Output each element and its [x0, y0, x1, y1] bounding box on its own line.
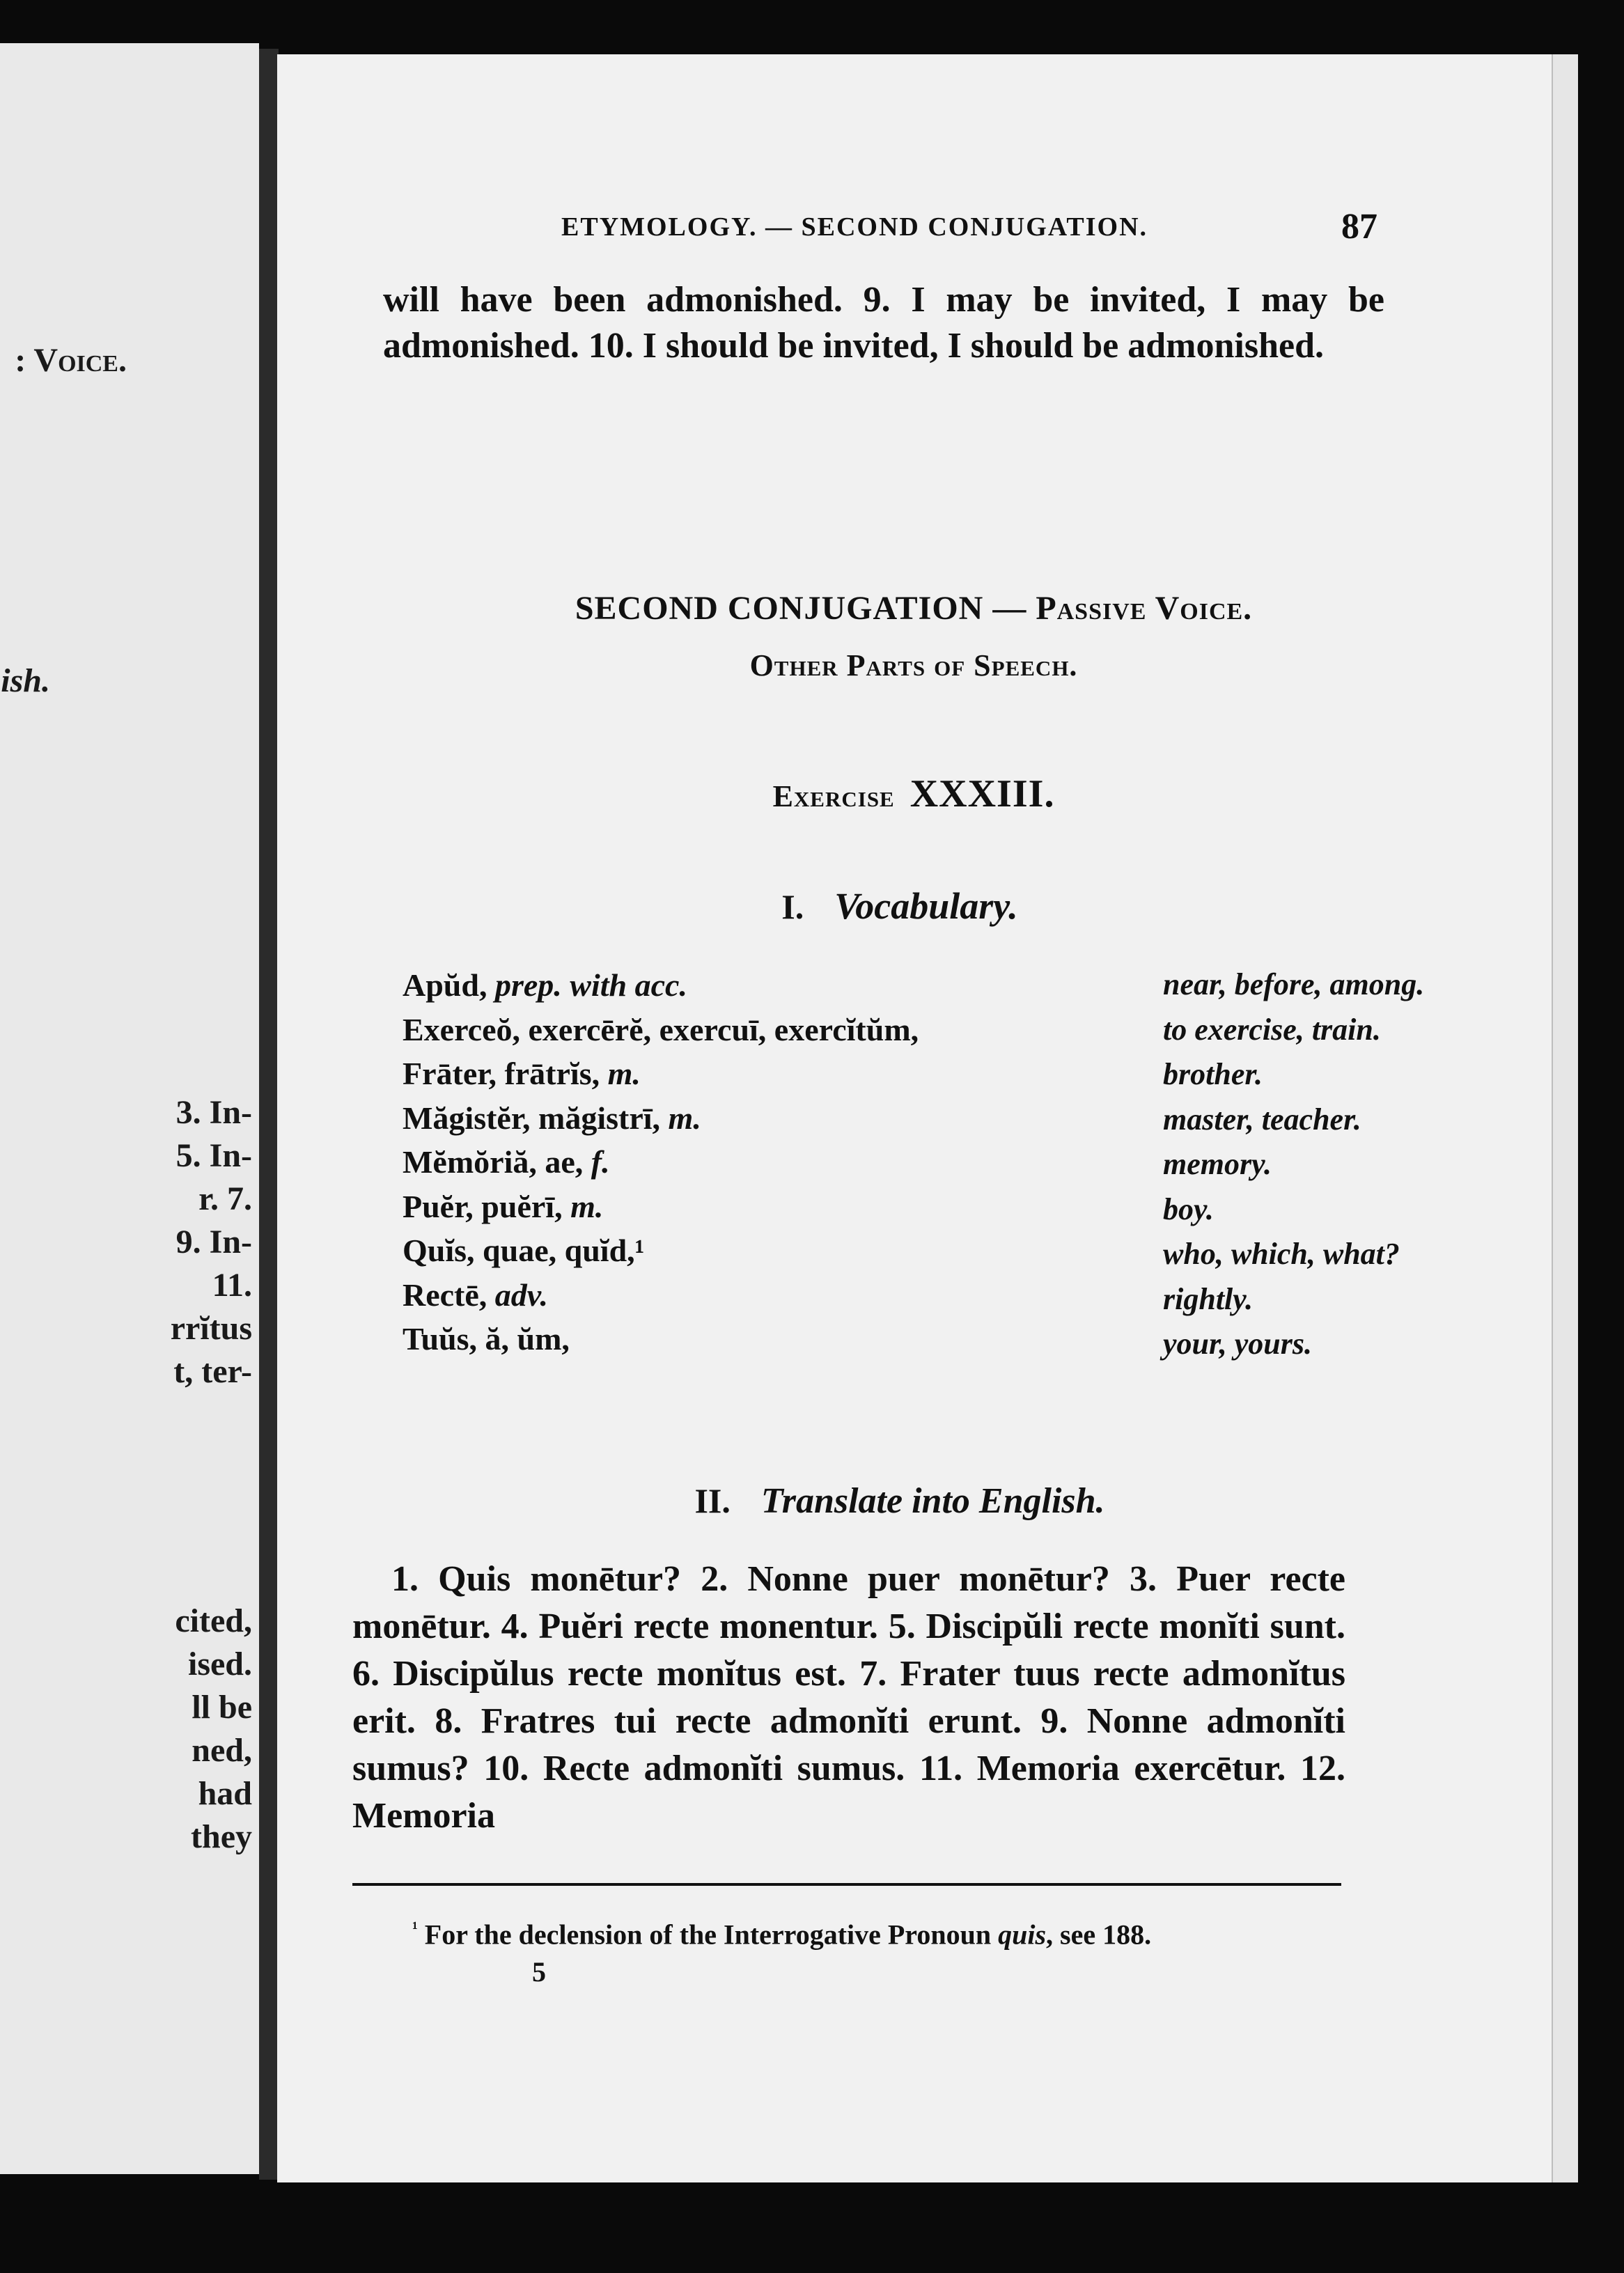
vocabulary-latin-word: Puĕr, puĕrī, [403, 1188, 571, 1224]
vocabulary-row [403, 1320, 1517, 1365]
vocabulary-row [403, 1100, 1517, 1144]
vocabulary-english: memory. [1163, 1147, 1272, 1181]
vocabulary-heading [277, 884, 1550, 928]
opening-paragraph: will have been admonished. 9. I may be invited, I may be admonished. 10. I should be invited, I should be admonished. [383, 280, 1384, 366]
left-page-line: 5. In- [175, 1137, 252, 1174]
vocabulary-latin [403, 1055, 641, 1092]
running-head: ETYMOLOGY. — SECOND CONJUGATION. [561, 212, 1148, 242]
footnote-marker: ¹ [412, 1918, 418, 1938]
vocabulary-latin-note: prep. with acc. [494, 967, 687, 1003]
left-page-line: ish. [1, 662, 50, 699]
vocabulary-latin [403, 1011, 919, 1048]
vocabulary-latin-word: Mĕmŏriă, ae, [403, 1144, 591, 1180]
section-heading-conjugation: SECOND CONJUGATION — [575, 590, 1036, 627]
footnote-italic-word: quis [998, 1919, 1047, 1951]
vocabulary-latin-word: Rectē, [403, 1276, 495, 1313]
vocabulary-row [403, 1055, 1517, 1100]
vocabulary-latin-note: m. [668, 1100, 701, 1136]
vocabulary-latin-word: Frāter, frātrĭs, [403, 1056, 608, 1091]
vocabulary-latin-note: m. [570, 1188, 604, 1224]
book-page [277, 54, 1578, 2182]
left-page-line: ised. [187, 1646, 252, 1682]
vocabulary-latin [403, 1100, 701, 1136]
left-page-line: 11. [212, 1267, 252, 1304]
vocabulary-english: rightly. [1163, 1281, 1254, 1316]
footnote-text-start: For the declension of the Interrogative Pronoun [417, 1919, 999, 1951]
exercise-label: Exercise [772, 779, 895, 813]
exercise-heading [277, 772, 1564, 816]
vocabulary-latin-note: adv. [494, 1276, 549, 1313]
vocabulary-row [403, 967, 1517, 1011]
vocabulary-numeral: I. [781, 887, 804, 926]
left-page-line: 9. In- [175, 1224, 252, 1260]
footnote-text-end: , see 188. [1046, 1919, 1152, 1951]
vocabulary-english: to exercise, train. [1163, 1012, 1381, 1047]
footnote-rule [352, 1883, 1341, 1886]
vocabulary-latin [403, 1188, 603, 1225]
section-heading-voice: Passive Voice. [1036, 590, 1253, 627]
page-number: 87 [1341, 207, 1377, 247]
vocabulary-latin [403, 967, 687, 1003]
left-page-line: 3. In- [175, 1094, 252, 1131]
translate-numeral: II. [694, 1481, 731, 1520]
vocabulary-latin [403, 1232, 644, 1269]
vocabulary-row [403, 1011, 1517, 1056]
left-facing-page [0, 43, 259, 2174]
translate-title: Translate into English. [760, 1481, 1105, 1521]
left-page-line: had [198, 1775, 252, 1812]
vocabulary-latin [403, 1143, 610, 1180]
vocabulary-english: near, before, among. [1163, 967, 1425, 1001]
section-subheading: Other Parts of Speech. [749, 648, 1078, 682]
vocabulary-latin [403, 1320, 570, 1357]
vocabulary-english: your, yours. [1163, 1327, 1312, 1361]
vocabulary-latin-note: f. [591, 1144, 610, 1180]
vocabulary-latin-word: Tuŭs, ă, ŭm, [403, 1321, 570, 1357]
vocabulary-english: master, teacher. [1163, 1102, 1361, 1136]
left-page-line: they [191, 1818, 252, 1855]
footnote [412, 1918, 1151, 1951]
book-spine-gutter [259, 49, 279, 2180]
exercise-numeral: XXXIII. [909, 772, 1055, 815]
left-page-line: t, ter- [173, 1353, 252, 1390]
left-page-line: ll be [192, 1689, 252, 1726]
vocabulary-latin-word: Măgistĕr, măgistrī, [403, 1100, 669, 1136]
page-edge [1552, 54, 1578, 2182]
vocabulary-row [403, 1232, 1517, 1276]
vocabulary-english: boy. [1163, 1192, 1214, 1226]
signature-mark: 5 [532, 1956, 546, 1987]
section-heading [277, 589, 1564, 627]
translate-heading [277, 1481, 1550, 1522]
left-page-line: rrĭtus [170, 1310, 252, 1347]
vocabulary-title: Vocabulary. [834, 885, 1018, 927]
vocabulary-row [403, 1276, 1517, 1321]
vocabulary-english: who, which, what? [1163, 1237, 1400, 1271]
left-page-line: r. 7. [198, 1180, 252, 1217]
left-page-line: ned, [192, 1732, 252, 1769]
vocabulary-row [403, 1188, 1517, 1233]
vocabulary-row [403, 1143, 1517, 1188]
vocabulary-latin [403, 1276, 548, 1313]
translate-paragraph: 1. Quis monētur? 2. Nonne puer monētur? 3. Puer recte monētur. 4. Puĕri recte monentur. 5. Discipŭli recte monĭti sunt. 6. Discipŭlus recte monĭtus est. 7. Frater tuus recte admonĭtus erit. 8. Fratres tui recte admonĭti erunt. 9. Nonne admonĭti sumus? 10. Recte admonĭti sumus. 11. Memoria exercētur. 12. Memoria [352, 1559, 1345, 1836]
left-page-line: cited, [175, 1602, 252, 1639]
vocabulary-latin-word: Quĭs, quae, quĭd,¹ [403, 1233, 645, 1268]
left-page-line: : Voice. [15, 342, 127, 379]
vocabulary-latin-note: m. [607, 1056, 641, 1091]
vocabulary-latin-word: Apŭd, [403, 967, 495, 1003]
vocabulary-english: brother. [1163, 1057, 1263, 1091]
vocabulary-latin-word: Exerceŏ, exercērĕ, exercuī, exercĭtŭm, [403, 1011, 919, 1047]
